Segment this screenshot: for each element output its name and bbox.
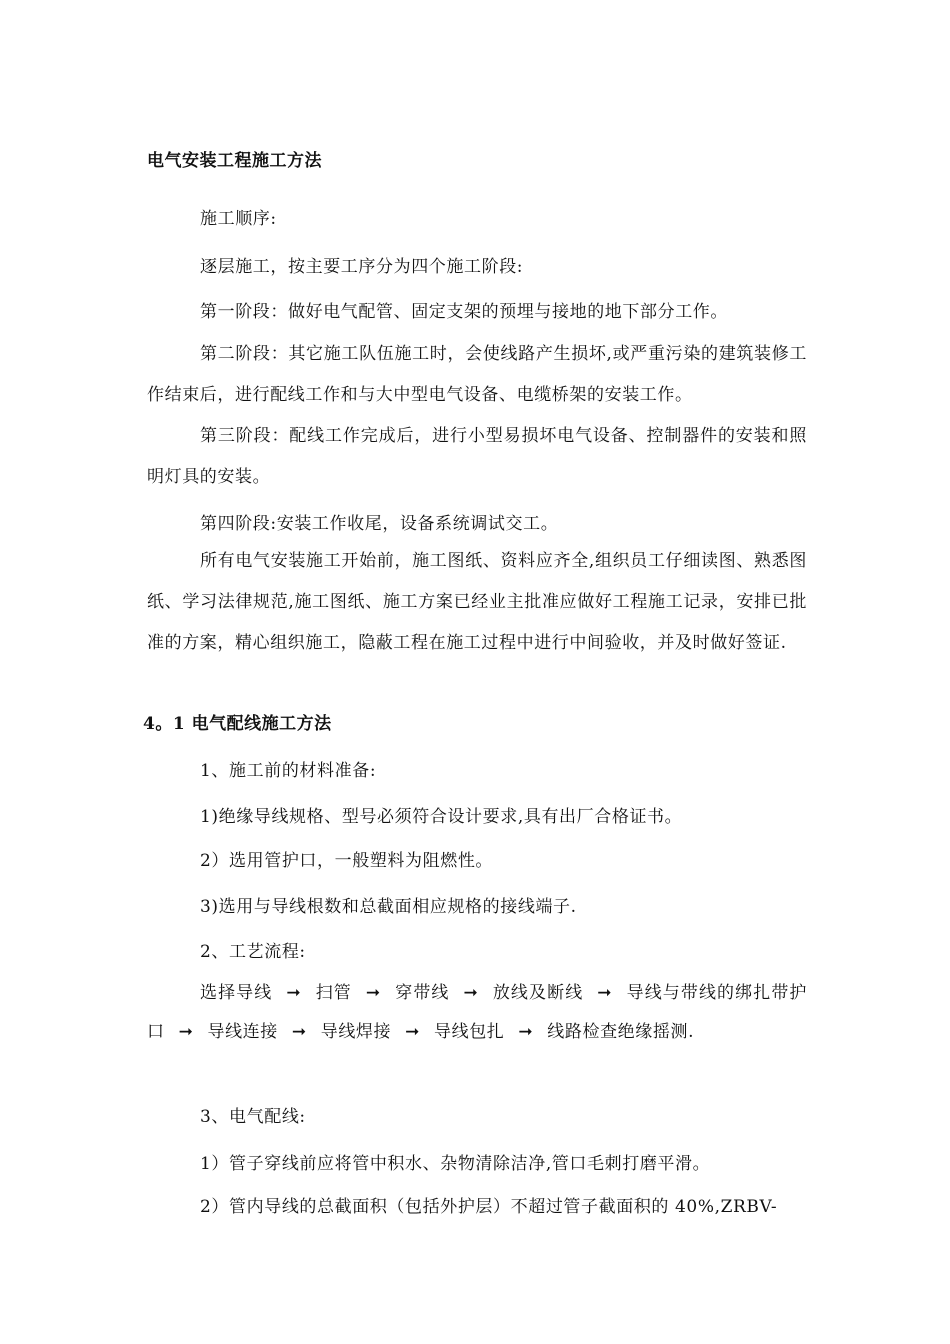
material-prep-heading: 1、施工前的材料准备: [200,761,377,781]
arrow-right-icon: ➞ [597,983,613,1003]
material-item-2: 2）选用管护口，一般塑料为阻燃性。 [200,851,494,871]
layered-construction-text: 逐层施工，按主要工序分为四个施工阶段: [200,257,524,277]
flow-step: 导线与带线的绑扎带护口 [147,983,808,1042]
arrow-right-icon: ➞ [365,983,381,1003]
wiring-heading: 3、电气配线: [200,1107,306,1127]
document-title: 电气安装工程施工方法 [147,151,322,171]
process-flow-heading: 2、工艺流程: [200,942,306,962]
flow-step: 导线焊接 [320,1022,392,1042]
arrow-right-icon: ➞ [286,983,302,1003]
stage-four-text: 第四阶段:安装工作收尾，设备系统调试交工。 [200,514,559,534]
flow-step: 扫管 [315,983,352,1003]
material-item-3: 3)选用与导线根数和总截面相应规格的接线端子. [200,897,577,917]
stage-two-paragraph: 第二阶段：其它施工队伍施工时，会使线路产生损坏,或严重污染的建筑装修工作结束后，进行配线工作和与大中型电气设备、电缆桥架的安装工作。 [147,344,807,405]
arrow-right-icon: ➞ [178,1022,194,1042]
material-item-1: 1)绝缘导线规格、型号必须符合设计要求,具有出厂合格证书。 [200,807,683,827]
pre-construction-paragraph: 所有电气安装施工开始前，施工图纸、资料应齐全,组织员工仔细读图、熟悉图纸、学习法律规范,施工图纸、施工方案已经业主批准应做好工程施工记录，安排已批准的方案，精心组织施工，隐蔽工程在施工过程中进行中间验收，并及时做好签证. [147,551,807,653]
wiring-item-2: 2）管内导线的总截面积（包括外护层）不超过管子截面积的 40%,ZRBV- [200,1197,778,1217]
flow-step: 选择导线 [200,983,273,1003]
flow-step: 穿带线 [394,983,450,1003]
arrow-right-icon: ➞ [463,983,479,1003]
section-4-1-heading: 4。1 电气配线施工方法 [143,714,332,734]
arrow-right-icon: ➞ [405,1022,420,1042]
arrow-right-icon: ➞ [518,1022,534,1042]
flow-step: 导线连接 [207,1022,278,1042]
stage-one-text: 第一阶段：做好电气配管、固定支架的预埋与接地的地下部分工作。 [200,302,728,322]
wiring-item-1: 1）管子穿线前应将管中积水、杂物清除洁净,管口毛刺打磨平滑。 [200,1154,711,1174]
stage-three-paragraph: 第三阶段：配线工作完成后，进行小型易损坏电气设备、控制器件的安装和照明灯具的安装。 [147,426,807,487]
arrow-right-icon: ➞ [291,1022,307,1042]
flow-step: 放线及断线 [492,983,584,1003]
process-flow [147,974,807,1052]
flow-step: 线路检查绝缘摇测. [547,1022,695,1042]
construction-order-label: 施工顺序: [200,209,277,229]
flow-step: 导线包扎 [434,1022,505,1042]
